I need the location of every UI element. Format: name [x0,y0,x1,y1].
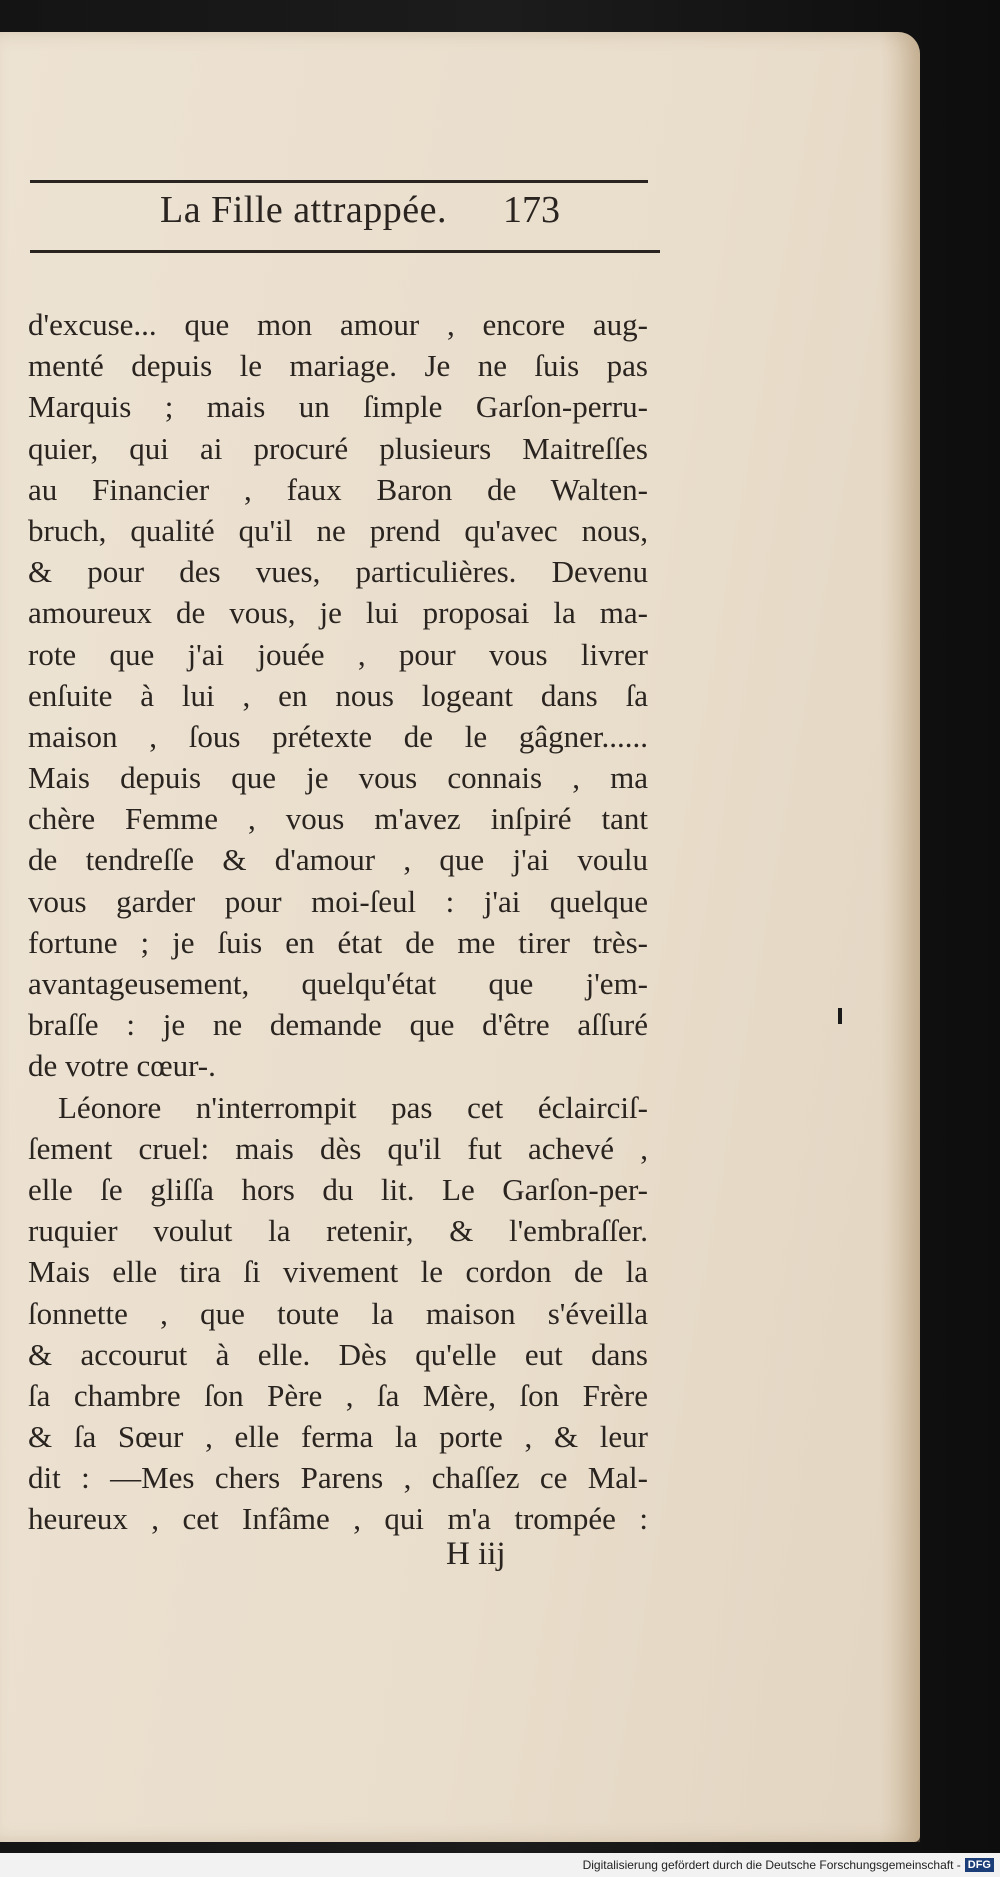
text-line: d'excuse... que mon amour , encore aug- [28,307,648,342]
text-line: braſſe : je ne demande que d'être aſſuré [28,1007,648,1043]
text-line: avantageusement, quelqu'état que j'em- [28,966,648,1001]
footer-bar [0,1853,1000,1877]
running-title: La Fille attrappée. [160,189,447,231]
text-line: Marquis ; mais un ſimple Garſon-perru- [28,389,648,425]
page-number: 173 [503,189,560,231]
text-line: au Financier , faux Baron de Walten- [28,471,648,507]
text-line: de tendreſſe & d'amour , que j'ai voulu [28,842,648,878]
header-rule-top [30,180,648,183]
header-rule-bottom [30,250,660,253]
text-line: vous garder pour moi-ſeul : j'ai quelque [28,883,648,919]
text-line: heureux , cet Infâme , qui m'a trompée : [28,1501,648,1537]
signature-mark: H iij [446,1536,506,1572]
text-line: & pour des vues, particulières. Devenu [28,554,648,590]
page-mark [838,1008,842,1024]
text-line: bruch, qualité qu'il ne prend qu'avec nous, [28,512,648,548]
book-page [0,32,920,1842]
text-line: ruquier voulut la retenir, & l'embraſſer. [28,1213,648,1249]
body-text [28,304,648,1540]
text-line: & accourut à elle. Dès qu'elle eut dans [28,1336,648,1372]
text-line: Mais elle tira ſi vivement le cordon de la [28,1254,648,1290]
text-line: chère Femme , vous m'avez inſpiré tant [28,801,648,837]
text-line: ſement cruel: mais dès qu'il fut achevé , [28,1130,648,1166]
text-line: ſa chambre ſon Père , ſa Mère, ſon Frère [28,1377,648,1413]
text-line: menté depuis le mariage. Je ne ſuis pas [28,348,648,384]
text-line: enſuite à lui , en nous logeant dans ſa [28,677,648,713]
text-line: elle ſe gliſſa hors du lit. Le Garſon-per- [28,1171,648,1207]
text-line: quier, qui ai procuré plusieurs Maitreſſes [28,430,648,466]
page-edge-stain [880,32,920,1842]
text-line: fortune ; je ſuis en état de me tirer très- [28,924,648,960]
text-line: & ſa Sœur , elle ferma la porte , & leur [28,1419,648,1455]
text-line: de votre cœur-. [28,1048,216,1084]
text-line: amoureux de vous, je lui proposai la ma- [28,595,648,631]
text-line: maison , ſous prétexte de le gâgner...... [28,718,648,754]
text-line: Mais depuis que je vous connais , ma [28,760,648,796]
dfg-logo-icon: DFG [965,1858,994,1872]
text-line: ſonnette , que toute la maison s'éveilla [28,1295,648,1331]
footer-credit: Digitalisierung gefördert durch die Deutsche Forschungsgemeinschaft - [582,1858,961,1872]
running-head [160,188,660,248]
text-line: rote que j'ai jouée , pour vous livrer [28,636,648,672]
text-line: dit : —Mes chers Parens , chaſſez ce Mal- [28,1460,648,1496]
text-line: Léonore n'interrompit pas cet éclairciſ- [58,1089,648,1125]
